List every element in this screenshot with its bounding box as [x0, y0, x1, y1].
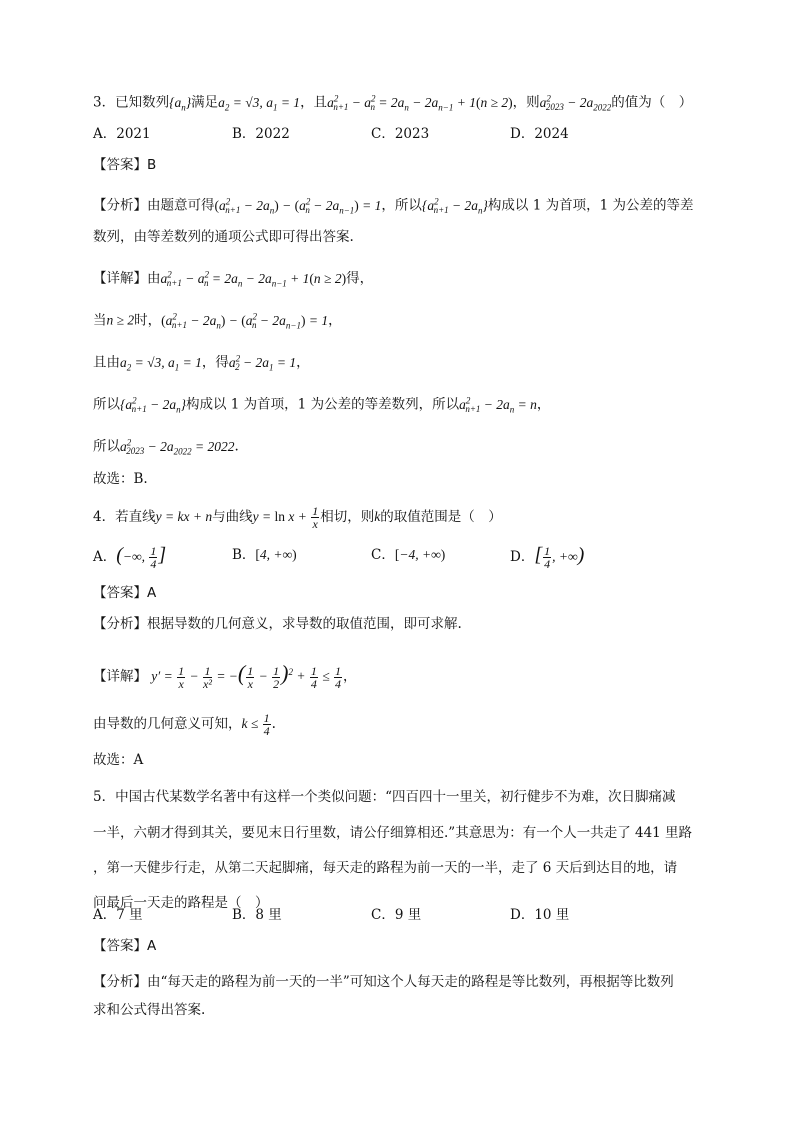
q5-option-b: B．8 里 — [232, 907, 282, 923]
q5-analysis-text: 由“每天走的路程为前一天的一半”可知这个人每天走的路程是等比数列，再根据等比数列 — [147, 974, 674, 990]
q3-detail2-text-b: 时， — [134, 312, 162, 329]
q3-detail2-text-a: 当 — [93, 312, 107, 329]
q3-choose: 故选：B. — [93, 471, 148, 487]
q3-analysis-text-b: ，所以 — [381, 197, 422, 214]
q5-answer: 【答案】A — [93, 938, 157, 954]
q3-stem-mid1: 满足 — [191, 94, 219, 111]
q4-option-c: C．[−4, +∞) — [371, 547, 446, 563]
q4-detail-line1: 【详解】 y′ = $\frac{1}{x}$ − $\frac{1}{\text{x²}}$ = −( $\frac{1}{x}$ − $\frac{1}{2}$ )$^2$ + $\frac{1}{4}$ ≤ $\frac{1}{4}$ ， — [93, 660, 357, 691]
q5-stem-line1: 5．中国古代某数学名著中有这样一个类似问题：“四百四十一里关，初行健步不为难，次日脚痛减 — [93, 789, 676, 805]
q4-analysis-tag: 【分析】 — [93, 616, 147, 632]
q4-analysis-text: 根据导数的几何意义，求导数的取值范围，即可求解. — [147, 616, 462, 632]
q3-stem-mid3: ，则 — [512, 94, 540, 111]
q4-stem-a: 4．若直线 — [93, 509, 156, 525]
q3-analysis-line2: 数列，由等差数列的通项公式即可得出答案. — [93, 229, 354, 245]
q5-stem-line3: ，第一天健步行走，从第二天起脚痛，每天走的路程为前一天的一半，走了 6 天后到达目的地，请 — [93, 860, 678, 876]
q3-option-a: A．2021 — [93, 126, 151, 142]
q3-detail3-text-b: ，得 — [201, 354, 229, 371]
q3-stem-prefix: 3．已知数列 — [93, 94, 170, 111]
q3-detail4-text-a: 所以 — [93, 396, 120, 413]
q4-answer: 【答案】A — [93, 585, 157, 601]
q3-detail-tag: 【详解】 — [93, 270, 147, 287]
q4-option-b-label: B． — [232, 547, 256, 563]
q4-stem-c: 相切，则 — [320, 509, 375, 525]
q5-analysis-tag: 【分析】 — [93, 974, 147, 990]
q4-stem-d: 的取值范围是（ ） — [380, 509, 502, 525]
q3-analysis-text-a: 由题意可得 — [147, 197, 215, 214]
q5-analysis-line2: 求和公式得出答案. — [93, 1002, 206, 1018]
q5-option-d: D．10 里 — [510, 907, 570, 923]
q4-analysis — [93, 614, 462, 634]
q3-detail3-text-a: 且由 — [93, 354, 120, 371]
q3-answer: 【答案】B — [93, 157, 157, 173]
q3-detail-text-b: 得， — [346, 270, 374, 287]
q5-stem-line2: 一半，六朝才得到其关，要见末日行里数，请公仔细算相还.”其意思为：有一个人一共走了 441 里路 — [93, 825, 693, 841]
q3-detail-line5: 所以$a^2_{2023} - 2a_{2022} = 2022$. — [93, 437, 239, 457]
q4-option-a: A．(−∞, $\frac{1}{4}$ ] — [93, 544, 167, 571]
q3-option-b: B．2022 — [232, 126, 290, 142]
q5-analysis-line1 — [93, 972, 674, 992]
q3-detail-line4: 所以$\{a^2_{n+1} - 2a_n\}$构成以 1 为首项，1 为公差的等差数列，所以$a^2_{n+1} - 2a_n = n$， — [93, 395, 551, 415]
q3-detail4-text-b: 构成以 1 为首项，1 为公差的等差数列，所以 — [186, 396, 460, 413]
q3-stem-end: 的值为（ ） — [611, 94, 693, 111]
q4-detail-line2: 由导数的几何意义可知，k ≤ $\frac{1}{4}$ . — [93, 711, 276, 738]
q4-stem: 4．若直线y = kx + n与曲线y = ln x + $\frac{1}{x}$ 相切，则k的取值范围是（ ） — [93, 504, 502, 531]
q3-stem: 3．已知数列$\{a_n\}$满足$a_2 = √3$, $a_1 = 1$，且$a^2_{n+1} - a^2_n = 2a_n - 2a_{n-1} + 1(n \ge 2)$，则$a^2_{2023} - 2a_{2022}$的值为（ ） — [93, 93, 693, 113]
q4-detail-tag: 【详解】 — [93, 668, 147, 685]
q4-option-c-label: C． — [371, 547, 395, 563]
q4-option-b: B．[4, +∞) — [232, 547, 297, 563]
q3-analysis-tag: 【分析】 — [93, 197, 147, 214]
q3-option-d: D．2024 — [510, 126, 569, 142]
q3-analysis-text-c: 构成以 1 为首项，1 为公差的等差 — [487, 197, 694, 214]
q3-option-c: C．2023 — [371, 126, 430, 142]
q3-stem-mid2: ，且 — [300, 94, 328, 111]
q5-option-a: A．7 里 — [93, 907, 143, 923]
q4-detail2-text: 由导数的几何意义可知， — [93, 716, 242, 732]
q3-detail-text-a: 由 — [147, 270, 161, 287]
q3-analysis-line1: 【分析】由题意可得$(a^2_{n+1} - 2a_n) - (a^2_n - 2a_{n-1}) = 1$，所以$\{a^2_{n+1} - 2a_n\}$构成以 1 为首项，1 为公差的等差 — [93, 196, 694, 216]
q4-option-d: D．[ $\frac{1}{4}$ , +∞) — [510, 544, 585, 571]
q4-option-a-label: A． — [93, 549, 117, 565]
q5-option-c: C．9 里 — [371, 907, 422, 923]
q3-detail-line1: 【详解】由$a^2_{n+1} - a^2_n = 2a_n - 2a_{n-1} + 1(n \ge 2)$得， — [93, 269, 374, 289]
q3-detail-line3: 且由$a_2 = √3$, $a_1 = 1$，得$a^2_2 - 2a_1 = 1$， — [93, 353, 310, 373]
q4-choose: 故选：A — [93, 752, 144, 768]
q3-detail-line2: 当n ≥ 2时，$(a^2_{n+1} - 2a_n) - (a^2_n - 2a_{n-1}) = 1$， — [93, 311, 342, 331]
q4-option-d-label: D． — [510, 549, 535, 565]
q4-stem-b: 与曲线 — [212, 509, 253, 525]
q3-detail5-text-a: 所以 — [93, 438, 120, 455]
q5-stem-line4: 问最后一天走的路程是（ ） — [93, 895, 269, 911]
